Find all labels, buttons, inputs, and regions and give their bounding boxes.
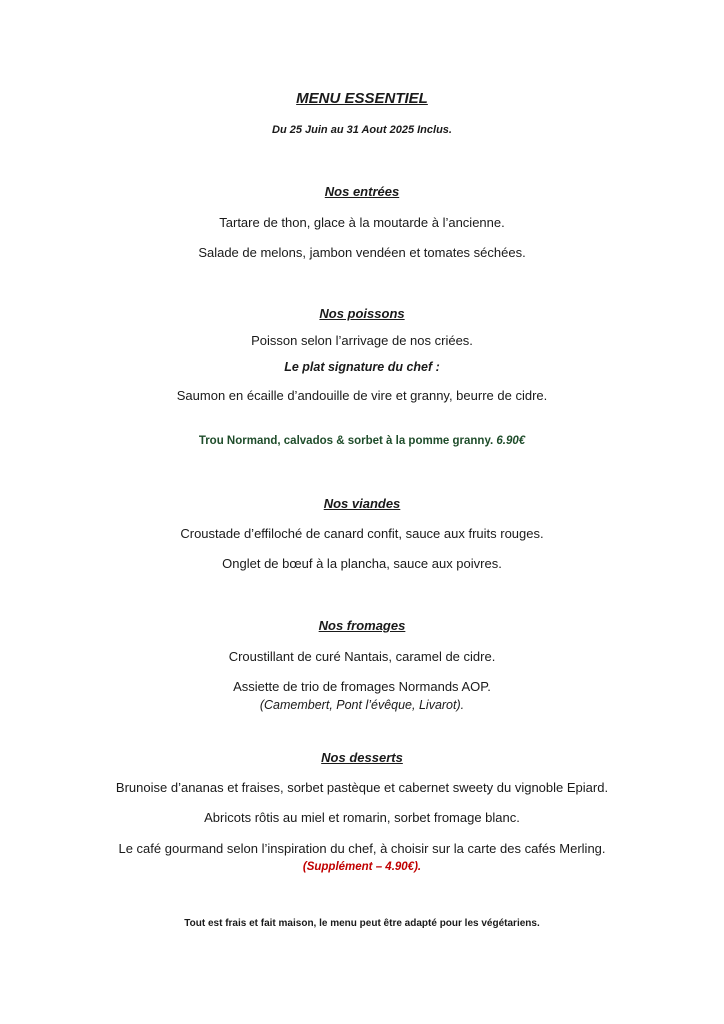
entree-item: Salade de melons, jambon vendéen et tomates séchées.: [198, 245, 526, 260]
poisson-item: Poisson selon l’arrivage de nos criées.: [251, 333, 473, 348]
viande-item: Croustade d’effiloché de canard confit, sauce aux fruits rouges.: [180, 526, 544, 541]
fromage-item: Croustillant de curé Nantais, caramel de cidre.: [228, 649, 496, 664]
trou-normand-text: Trou Normand, calvados & sorbet à la pomme granny.: [198, 435, 494, 447]
entree-item: Tartare de thon, glace à la moutarde à l’ancienne.: [219, 215, 505, 230]
trou-normand-price: 6.90€: [496, 435, 526, 447]
section-heading-poissons: Nos poissons: [319, 306, 405, 321]
dessert-supplement: (Supplément – 4.90€).: [302, 861, 422, 873]
dessert-item: Brunoise d’ananas et fraises, sorbet pastèque et cabernet sweety du vignoble Epiard.: [115, 780, 609, 795]
viande-item: Onglet de bœuf à la plancha, sauce aux poivres.: [222, 556, 502, 571]
section-heading-fromages: Nos fromages: [318, 618, 406, 633]
trou-normand: [0, 436, 724, 448]
menu-title: MENU ESSENTIEL: [296, 90, 428, 107]
fromage-item: Assiette de trio de fromages Normands AOP.: [233, 679, 491, 694]
section-heading-desserts: Nos desserts: [321, 750, 403, 765]
section-heading-viandes: Nos viandes: [323, 496, 401, 511]
section-heading-entrees: Nos entrées: [324, 184, 400, 199]
signature-label: Le plat signature du chef :: [284, 360, 440, 374]
dessert-item: Abricots rôtis au miel et romarin, sorbet fromage blanc.: [204, 810, 520, 825]
dessert-item: Le café gourmand selon l’inspiration du chef, à choisir sur la carte des cafés Merling.: [118, 841, 606, 856]
menu-dates: Du 25 Juin au 31 Aout 2025 Inclus.: [272, 124, 452, 136]
footer-note: Tout est frais et fait maison, le menu peut être adapté pour les végétariens.: [184, 918, 540, 929]
fromage-note: (Camembert, Pont l’évêque, Livarot).: [259, 698, 465, 712]
signature-item: Saumon en écaille d’andouille de vire et granny, beurre de cidre.: [176, 388, 548, 403]
